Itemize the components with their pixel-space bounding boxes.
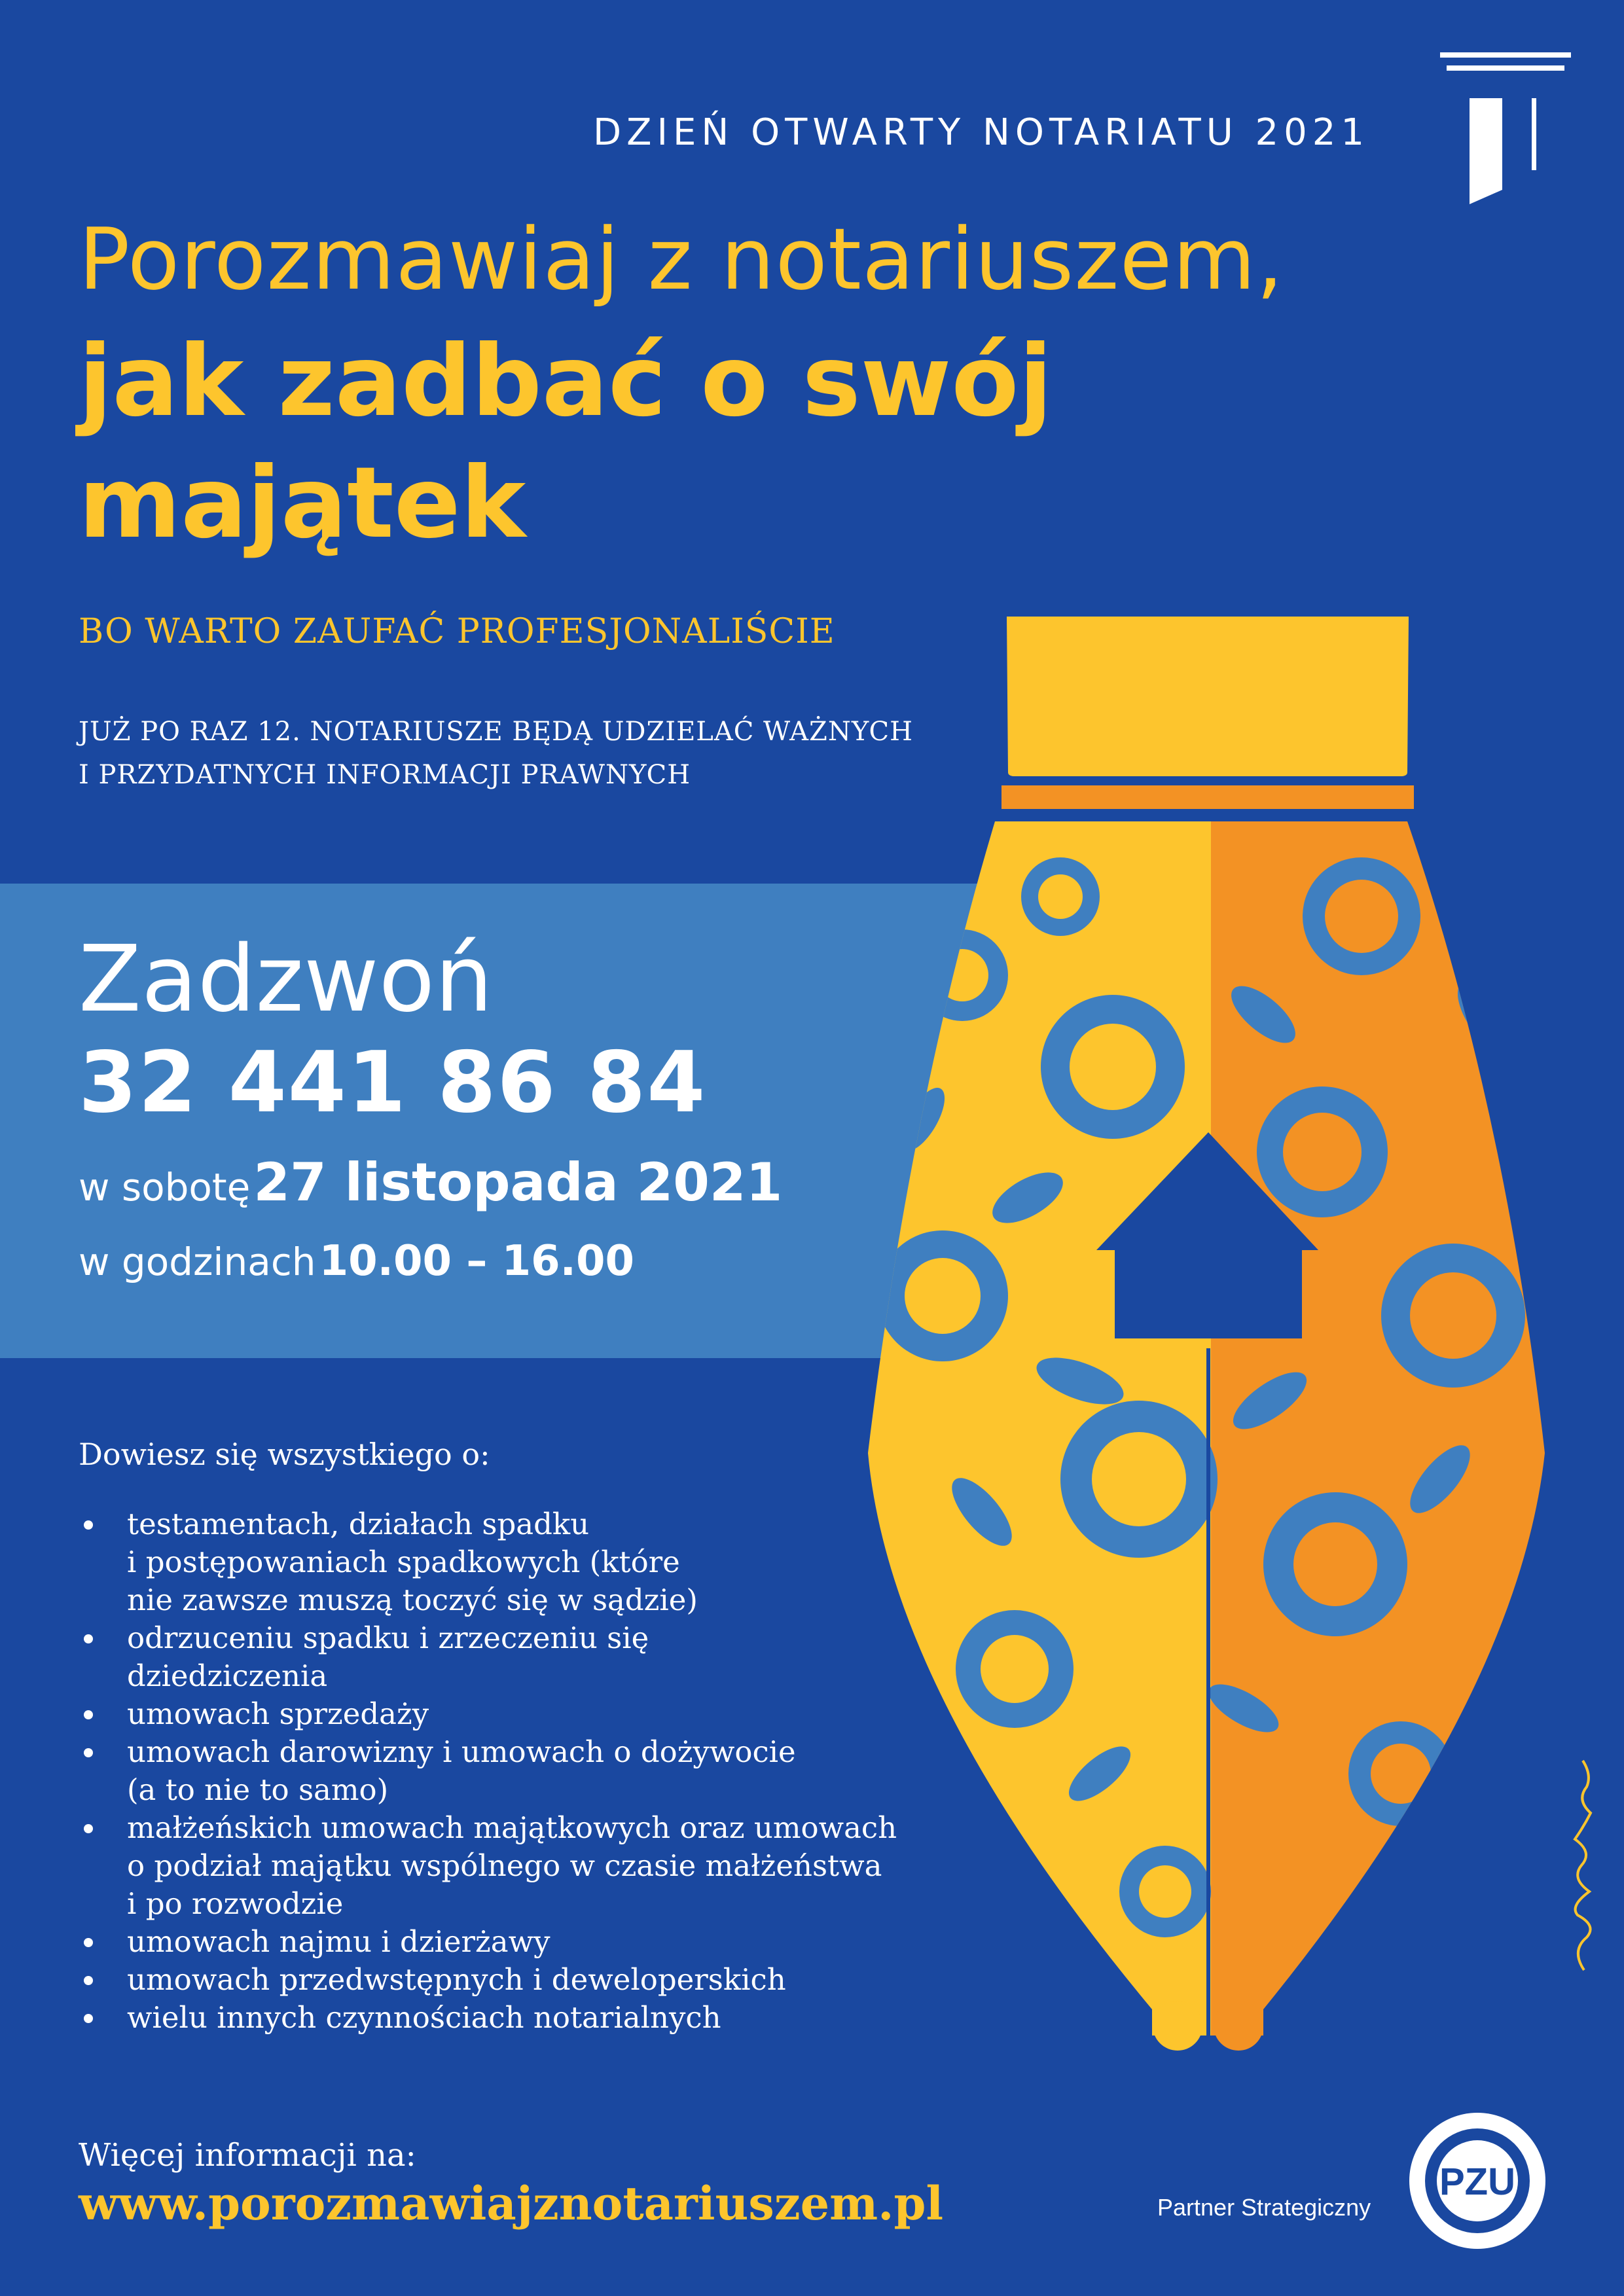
intro-text — [79, 710, 982, 797]
phone-number[interactable]: 32 441 86 84 — [79, 1034, 707, 1132]
list-item-line: i po rozwodzie — [127, 1886, 344, 1921]
list-item — [79, 1961, 1021, 1999]
list-item — [79, 1505, 1021, 1619]
list-item-line: dziedziczenia — [127, 1659, 328, 1693]
list-item-line: umowach najmu i dzierżawy — [127, 1924, 550, 1959]
website-link[interactable]: www.porozmawiajznotariuszem.pl — [79, 2176, 944, 2231]
intro-line1: JUŻ PO RAZ 12. NOTARIUSZE BĘDĄ UDZIELAĆ WAŻNYCH — [79, 717, 914, 747]
event-kicker: DZIEŃ OTWARTY NOTARIATU 2021 — [593, 111, 1370, 154]
list-item-line: odrzuceniu spadku i zrzeczeniu się — [127, 1621, 649, 1655]
column-logo-icon — [1440, 52, 1571, 209]
list-item-line: umowach przedwstępnych i deweloperskich — [127, 1962, 786, 1997]
topics-list — [79, 1505, 1021, 2037]
hours-line — [79, 1237, 634, 1285]
hours-prefix: w godzinach — [79, 1240, 316, 1284]
list-item — [79, 1809, 1021, 1923]
list-item — [79, 1695, 1021, 1733]
list-item-line: nie zawsze muszą toczyć się w sądzie) — [127, 1583, 698, 1617]
event-date: 27 listopada 2021 — [253, 1152, 783, 1213]
headline-line2: jak zadbać o swój majątek — [79, 325, 1053, 560]
list-item-line: umowach sprzedaży — [127, 1696, 429, 1731]
signature-mark — [1558, 1754, 1604, 1977]
list-item — [79, 1999, 1021, 2037]
intro-line2: I PRZYDATNYCH INFORMACJI PRAWNYCH — [79, 760, 691, 790]
call-label: Zadzwoń — [79, 926, 493, 1033]
pzu-logo — [1407, 2111, 1547, 2251]
list-item-line: o podział majątku wspólnego w czasie małżeństwa — [127, 1848, 882, 1883]
date-line — [79, 1152, 782, 1213]
list-item-line: testamentach, działach spadku — [127, 1507, 590, 1541]
list-item-line: umowach darowizny i umowach o dożywocie — [127, 1734, 796, 1769]
list-item-line: wielu innych czynnościach notarialnych — [127, 2000, 721, 2035]
date-prefix: w sobotę — [79, 1165, 251, 1210]
list-item-line: (a to nie to samo) — [127, 1772, 389, 1807]
topics-heading: Dowiesz się wszystkiego o: — [79, 1437, 490, 1472]
subheadline: BO WARTO ZAUFAĆ PROFESJONALIŚCIE — [79, 612, 835, 651]
list-item-line: i postępowaniach spadkowych (które — [127, 1545, 680, 1579]
event-hours: 10.00 – 16.00 — [319, 1237, 635, 1285]
partner-label: Partner Strategiczny — [1157, 2194, 1371, 2221]
list-item-line: małżeńskich umowach majątkowych oraz umowach — [127, 1810, 897, 1845]
list-item — [79, 1733, 1021, 1809]
list-item — [79, 1923, 1021, 1961]
headline-line1: Porozmawiaj z notariuszem, — [79, 209, 1284, 309]
list-item — [79, 1619, 1021, 1695]
pzu-logo-text: PZU — [1439, 2161, 1515, 2203]
more-info-label: Więcej informacji na: — [79, 2137, 416, 2174]
